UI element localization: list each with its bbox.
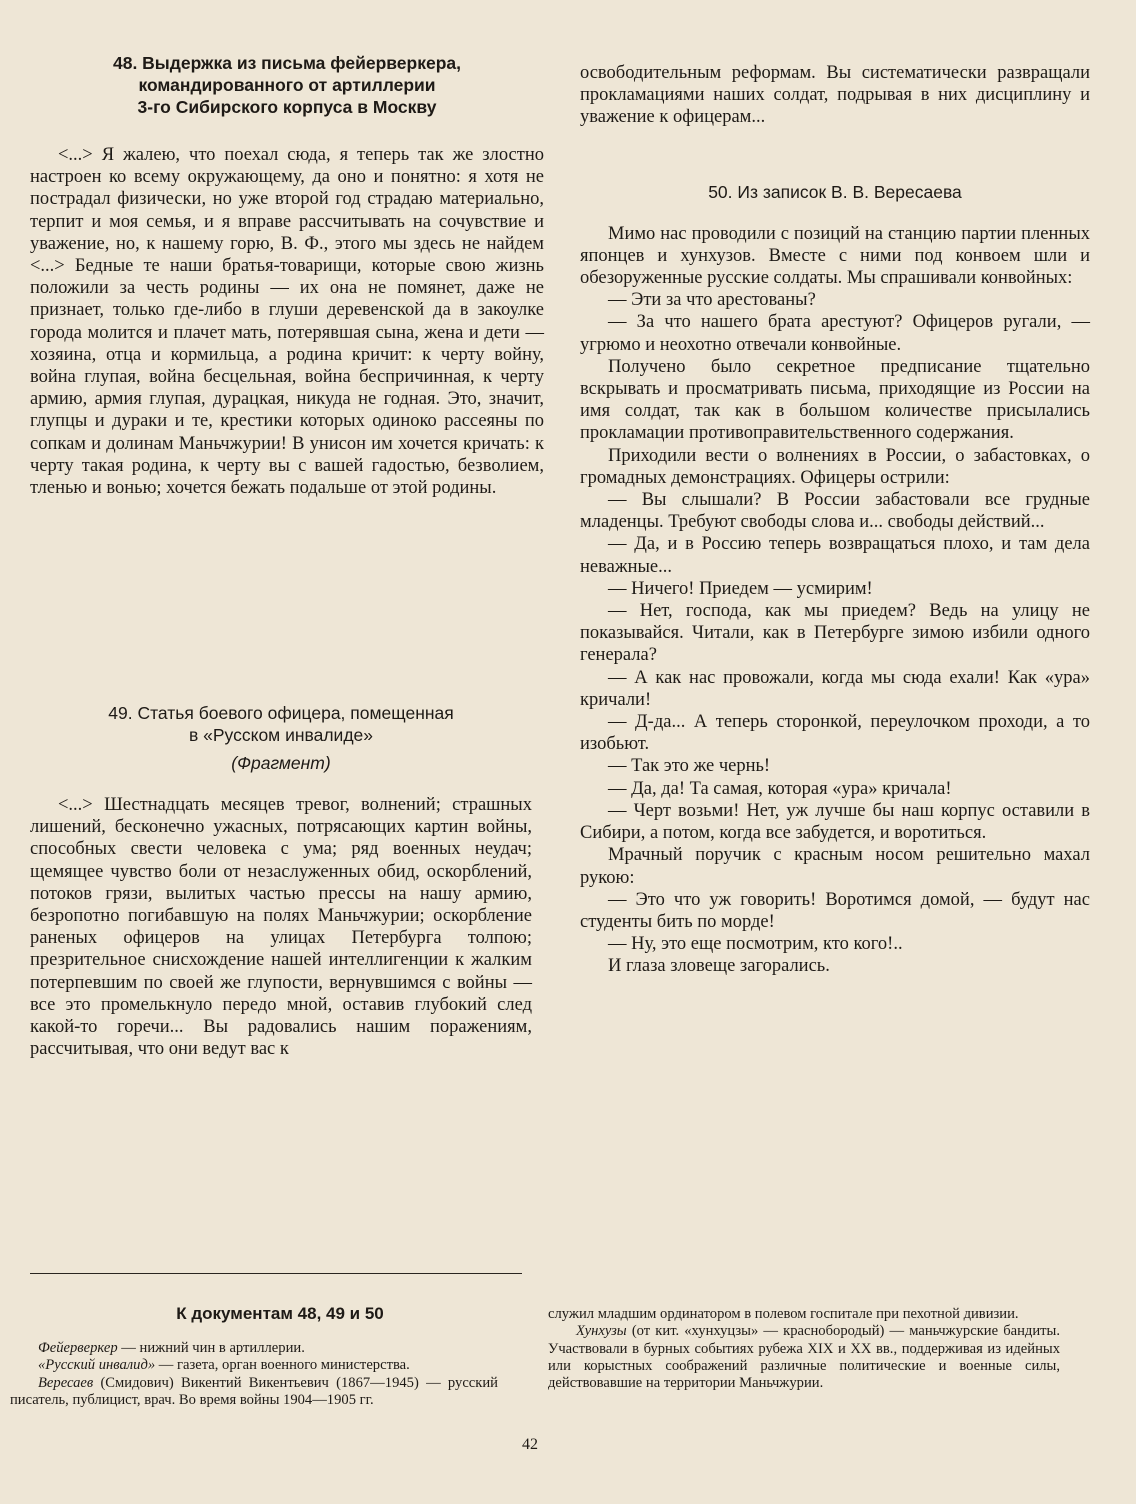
doc48-title-line: 48. Выдержка из письма фейерверкера, [112, 53, 461, 73]
doc50-paragraph: — Это что уж говорить! Воротимся домой, — будут нас студенты бить по морде! [580, 889, 1090, 932]
doc48-title [30, 52, 544, 118]
doc49-title-line: 49. Статья боевого офицера, помещенная [108, 703, 454, 723]
note-item [548, 1306, 1060, 1323]
doc49-continuation-text: освободительным реформам. Вы систематически развращали прокламациями наших солдат, подрывая в них дисциплину и уважение к офицерам... [580, 63, 1090, 128]
doc49-continuation [580, 62, 1090, 129]
doc50-paragraph: — Да, да! Та самая, которая «ура» кричала! [608, 778, 952, 799]
doc50-paragraph: — Вы слышали? В России забастовали все грудные младенцы. Требуют свободы слова и... свободы действий... [580, 490, 1090, 533]
doc50-title: 50. Из записок В. В. Вересаева [708, 181, 962, 202]
doc49-subtitle: (Фрагмент) [231, 753, 331, 773]
doc50-paragraph: Получено было секретное предписание тщательно вскрывать и просматривать письма, приходящие из России на имя солдат, так как в большом количестве присылались прокламации противоправительственного содержания. [580, 356, 1090, 444]
note-text: (от кит. «хунхуцзы» — краснобородый) — маньчжурские бандиты. Участвовали в бурных событиях рубежа XIX и XX вв., поддерживая из идейных или корыстных соображений различные политические и военные силы, действовавшие на территории Маньчжурии. [548, 1323, 1060, 1392]
doc50-paragraph: — Д-да... А теперь сторонкой, переулочком проходи, а то изобьют. [580, 712, 1090, 755]
note-text: служил младшим ординатором в полевом госпитале при пехотной дивизии. [548, 1306, 1019, 1322]
doc48-paragraph: <...> Я жалею, что поехал сюда, я теперь так же злостно настроен ко всему окружающему, да оно и понятно: я хотя не пострадал физически, но уже второй год страдаю материально, терпит и моя семья, и я вправе рассчитывать на сочувствие и уважение, но, к нашему горю, В. Ф., этого мы здесь не найдем <...> Бедные те наши братья-товарищи, которые свою жизнь положили за честь родины — их она не помянет, даже не признает, только где-либо в глуши деревенской да в закоулке города молится и плачет мать, потерявшая сына, жена и дети — хозяина, отца и кормильца, а родина кричит: к черту войну, война глупая, война бесцельная, война беспричинная, к черту армию, армия глупая, дурацкая, никуда не годная. Это, значит, глупцы и дураки и те, крестики которых одиноко рассеяны по сопкам и долинам Маньчжурии! В унисон им хочется кричать: к черту такая родина, к черту вы с вашей гадостью, безволием, тленью и вонью; хочется бежать подальше от этой родины. [30, 145, 544, 499]
doc50-paragraph: Мрачный поручик с красным носом решительно махал рукою: [580, 845, 1090, 888]
doc49-section [30, 702, 532, 1060]
page-number: 42 [522, 1436, 538, 1453]
note-term: Фейерверкер [38, 1340, 118, 1356]
doc49-paragraph: <...> Шестнадцать месяцев тревог, волнений; страшных лишений, бесконечно ужасных, потрясающих картин войны, способных свести человека с ума; ряд военных неудач; щемящее чувство боли от незаслуженных обид, оскорблений, потоков грязи, вылитых частью прессы на нашу армию, безропотно погибавшую на полях Маньчжурии; оскорбление раненых офицеров на улицах Петербурга толпою; презрительное снисхождение нашей интеллигенции к жалким потерпевшим по своей же глупости, вернувшимся с войны — все это промелькнуло передо мной, оставив глубокий след какой-то горечи... Вы радовались нашим поражениям, рассчитывая, что они ведут вас к [30, 795, 532, 1060]
doc50-paragraph: — Эти за что арестованы? [608, 290, 816, 311]
doc48-title-line: 3-го Сибирского корпуса в Москву [137, 97, 437, 117]
doc48-title-line: командированного от артиллерии [138, 75, 436, 95]
notes-right-column [548, 1306, 1060, 1392]
note-item [10, 1340, 498, 1357]
note-text: — газета, орган военного министерства. [155, 1357, 410, 1374]
note-text: (Смидович) Викентий Викентьевич (1867—1945) — русский писатель, публицист, врач. Во время войны 1904—1905 гг. [10, 1374, 498, 1408]
notes-left-column [10, 1340, 498, 1409]
note-text: — нижний чин в артиллерии. [117, 1340, 305, 1356]
doc50-paragraph: — Так это же чернь! [608, 756, 771, 777]
note-term: Хунхузы [576, 1323, 627, 1340]
notes-title: К документам 48, 49 и 50 [176, 1304, 384, 1323]
doc50-paragraph: — Ну, это еще посмотрим, кто кого!.. [608, 934, 903, 955]
doc49-title [30, 702, 532, 746]
doc50-paragraph: И глаза зловеще загорались. [608, 956, 830, 977]
note-term: Вересаев [38, 1374, 94, 1391]
footnote-divider [30, 1273, 522, 1274]
doc50-paragraph: — Нет, господа, как мы приедем? Ведь на улицу не показывайся. Читали, как в Петербурге зимою избили одного генерала? [580, 601, 1090, 666]
doc49-body [30, 794, 532, 1060]
doc49-title-line: в «Русском инвалиде» [188, 725, 374, 745]
doc50-paragraph: — Да, и в Россию теперь возвращаться плохо, и там дела неважные... [580, 534, 1090, 577]
doc50-paragraph: Приходили вести о волнениях в России, о забастовках, о громадных демонстрациях. Офицеры острили: [580, 445, 1090, 488]
doc50-paragraph: — Ничего! Приедем — усмирим! [608, 578, 873, 599]
right-column [580, 62, 1090, 978]
note-item [10, 1357, 498, 1374]
doc50-body [580, 223, 1090, 978]
doc48-body [30, 144, 544, 499]
doc50-paragraph: — За что нашего брата арестуют? Офицеров ругали, — угрюмо и неохотно отвечали конвойные. [580, 312, 1090, 355]
note-term: «Русский инвалид» [38, 1357, 156, 1374]
note-item [548, 1323, 1060, 1392]
doc50-paragraph: — Черт возьми! Нет, уж лучше бы наш корпус оставили в Сибири, а потом, когда все забудется, и воротиться. [580, 800, 1090, 844]
doc48-section [30, 52, 544, 499]
note-item [10, 1375, 498, 1410]
doc50-paragraph: Мимо нас проводили с позиций на станцию партии пленных японцев и хунхузов. Вместе с ними под конвоем шли и обезоруженные русские солдаты. Мы спрашивали конвойных: [580, 223, 1090, 289]
doc50-paragraph: — А как нас провожали, когда мы сюда ехали! Как «ура» кричали! [580, 667, 1090, 710]
